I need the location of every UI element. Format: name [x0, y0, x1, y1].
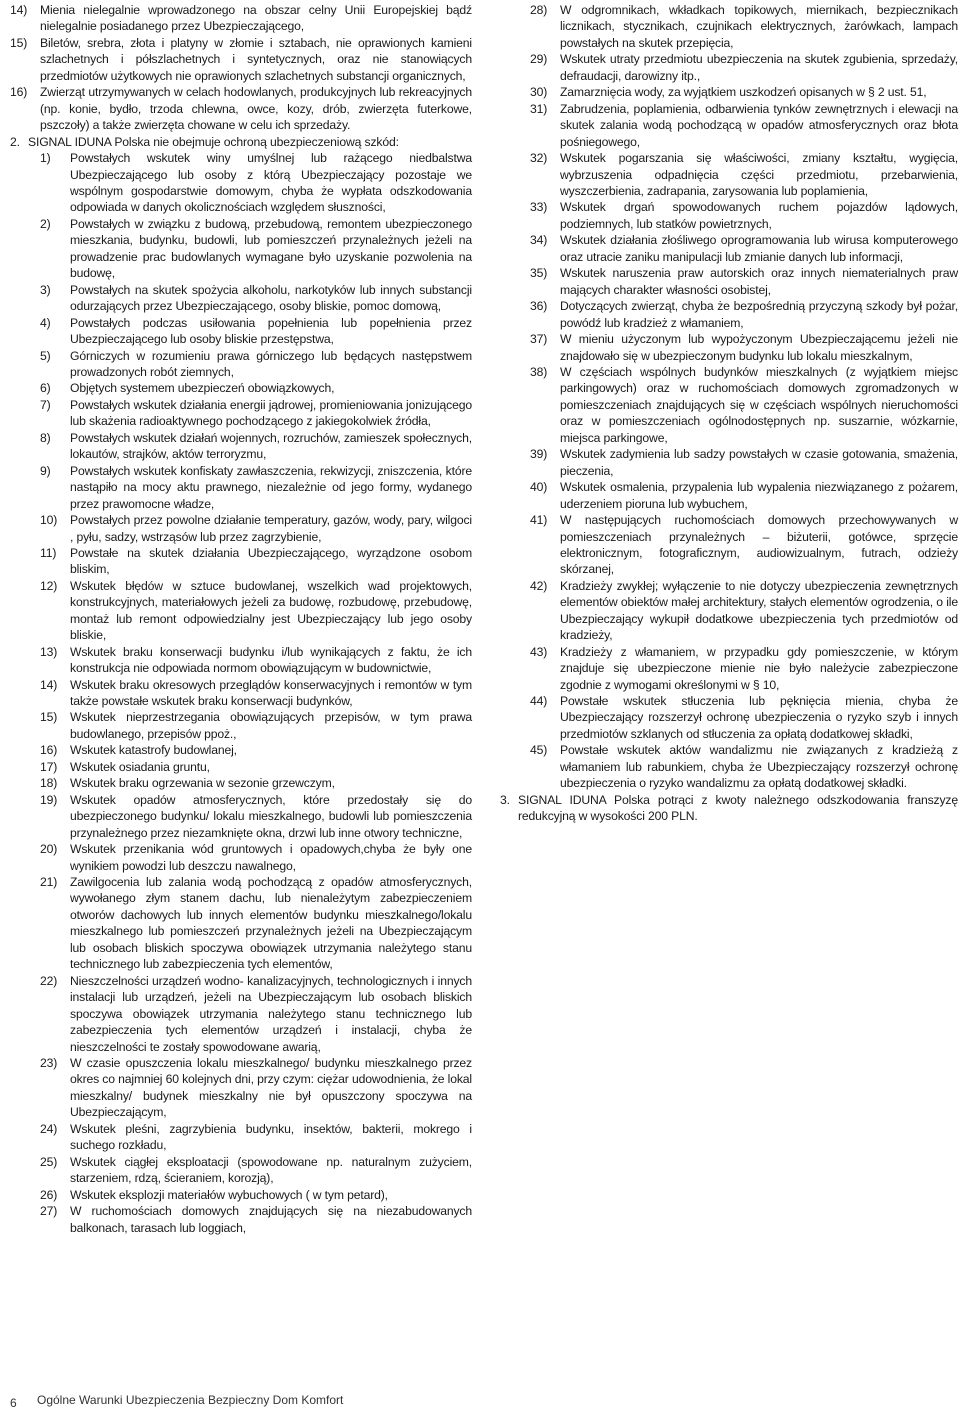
- list-item-text: Wskutek ciągłej eksploatacji (spowodowane np. naturalnym zużyciem, starzeniem, rdzą, ścieraniem, korozją),: [70, 1154, 472, 1186]
- list-item: [530, 298, 958, 331]
- list-item-text: Dotyczących zwierząt, chyba że bezpośrednią przyczyną szkody był pożar, powódź lub kradzież z włamaniem,: [560, 299, 958, 330]
- list-item-text: Wskutek utraty przedmiotu ubezpieczenia na skutek zgubienia, sprzedaży, defraudacji, darowizny itp.,: [560, 52, 958, 83]
- list-item-text: Wskutek błędów w sztuce budowlanej, wszelkich wad projektowych, konstrukcyjnych, materiałowych jeżeli za budowę, rozbudowę, przebudowę, montaż lub remont odpowiedzialny jest Ubezpieczający lub jego osoby bliskie,: [70, 578, 472, 643]
- list-item-text: Wskutek działania złośliwego oprogramowania lub wirusa komputerowego oraz utracie zaniku manipulacji lub zmianie danych lub informacji,: [560, 233, 958, 264]
- section-2-heading: [10, 134, 472, 150]
- list-item: [40, 1154, 472, 1187]
- list-item-text: W następujących ruchomościach domowych przechowywanych w pomieszczeniach przynależnych – biżuterii, gotówce, sprzęcie elektronicznym, fotograficznym, audiowizualnym, futrach, odzieży skórzanej,: [560, 513, 958, 577]
- list-item-number: 30): [530, 85, 548, 100]
- list-item-number: 31): [530, 101, 548, 116]
- list-item-number: 35): [530, 266, 548, 281]
- list-item: [40, 1121, 472, 1154]
- list-item-text: Powstałych na skutek spożycia alkoholu, narkotyków lub innych substancji odurzających przez Ubezpieczającego, osoby bliskie, pomoc domową,: [70, 282, 472, 314]
- list-item-number: 15): [40, 710, 58, 725]
- list-item-text: Powstałe wskutek aktów wandalizmu nie związanych z kradzieżą z włamaniem lub rabunkiem, chyba że Ubezpieczający rozszerzył ochronę ubezpieczenia o ryzyko wandalizmu za opłatą dodatkowej składki.: [560, 743, 958, 791]
- list-item: [530, 479, 958, 512]
- list-item-text: Zawilgocenia lub zalania wodą pochodzącą z opadów atmosferycznych, wywołanego złym stanem dachu, lub nienależytym zabezpieczeniem otworów dachowych lub innych elementów budynku mieszkalnego/lokalu mieszkalnego lub pomieszczeń przynależnych jeżeli na Ubezpieczającym lub osobach bliskich spoczywa obowiązek utrzymania należytego stanu technicznego lub zabezpieczenia tych elementów,: [70, 875, 472, 972]
- list-item-text: Wskutek nieprzestrzegania obowiązujących przepisów, w tym prawa budowlanego, przepisów ppoż.,: [70, 710, 472, 741]
- list-item: [40, 512, 472, 545]
- list-item-number: 6): [40, 381, 51, 396]
- list-item: [530, 150, 958, 199]
- list-item: [530, 199, 958, 232]
- list-item-text: Wskutek eksplozji materiałów wybuchowych ( w tym petard),: [70, 1187, 388, 1202]
- list-item: [40, 397, 472, 430]
- list-item-number: 12): [40, 578, 58, 593]
- list-item-text: Zwierząt utrzymywanych w celach hodowlanych, produkcyjnych lub rekreacyjnych (np. konie, bydło, trzoda chlewna, owce, kozy, drób, zwierzęta futerkowe, pszczoły) a także zwierzęta chowane w celu ich sprzedaży.: [40, 85, 472, 133]
- list-item: [40, 874, 472, 973]
- list-item-number: 40): [530, 480, 548, 495]
- list-item-number: 2): [40, 216, 51, 231]
- list-item: [40, 545, 472, 578]
- list-item-text: Nieszczelności urządzeń wodno- kanalizacyjnych, technologicznych i innych instalacji lub urządzeń, jeżeli na Ubezpieczającym lub osobach bliskich spoczywa obowiązek utrzymania należytego stanu technicznego lub zabezpieczenia tych elementów urządzeń i instalacji, chyba że nieszczelności te zostały spowodowane awarią,: [70, 973, 472, 1054]
- list-item-text: W mieniu użyczonym lub wypożyczonym Ubezpieczającemu jeżeli nie znajdowało się w ubezpieczonym budynku lub lokalu mieszkalnym,: [560, 332, 958, 363]
- list-item-number: 23): [40, 1056, 58, 1070]
- list-item-text: W odgromnikach, wkładkach topikowych, miernikach, bezpiecznikach licznikach, stycznikach, czujnikach elektrycznych, żarówkach, lampach powstałych na skutek przepięcia,: [560, 3, 958, 50]
- list-item: [530, 331, 958, 364]
- list-item-number: 34): [530, 233, 548, 248]
- list-item: [40, 973, 472, 1055]
- left-column: [10, 2, 472, 1236]
- list-item: [530, 446, 958, 479]
- list-item-text: Kradzieży zwykłej; wyłączenie to nie dotyczy ubezpieczenia zewnętrznych elementów obiektów małej architektury, stałych elementów ogrodzenia, o ile Ubezpieczający wykupił dodatkowe ubezpieczenia tych przedmiotów od kradzieży,: [560, 578, 958, 643]
- list-item: [40, 282, 472, 315]
- list-item-text: Powstałych wskutek działania energii jądrowej, promieniowania jonizującego lub skażenia radioaktywnego pochodzącego z jakiegokolwiek źródła,: [70, 397, 472, 429]
- section-3-text: SIGNAL IDUNA Polska potrąci z kwoty należnego odszkodowania franszyzę redukcyjną w wysokości 200 PLN.: [518, 792, 958, 824]
- list-item: [40, 578, 472, 644]
- list-item-text: Górniczych w rozumieniu prawa górniczego lub będących następstwem prowadzonych robót ziemnych,: [70, 348, 472, 379]
- list-item-number: 4): [40, 315, 51, 330]
- list-item-number: 36): [530, 299, 548, 314]
- list-item: [530, 693, 958, 742]
- list-item-number: 32): [530, 151, 548, 166]
- list-item-text: Zamarznięcia wody, za wyjątkiem uszkodzeń opisanych w § 2 ust. 51,: [560, 85, 927, 100]
- list-item: [530, 101, 958, 150]
- list-item-number: 3): [40, 282, 51, 297]
- list-item-number: 44): [530, 694, 548, 709]
- list-item-number: 27): [40, 1204, 58, 1219]
- list-item-text: Powstałych wskutek konfiskaty zawłaszczenia, rekwizycji, zniszczenia, które nastąpiło na mocy aktu prawnego, niezależnie od jego formy, wydanego przez prawomocne władze,: [70, 463, 472, 511]
- list-item: [40, 1203, 472, 1236]
- list-item-text: Wskutek naruszenia praw autorskich oraz innych niematerialnych praw mających charakter własności osobistej,: [560, 266, 958, 297]
- list-item-number: 11): [40, 545, 57, 560]
- list-item-text: W częściach wspólnych budynków mieszkalnych (z wyjątkiem miejsc parkingowych) oraz w ruchomościach domowych zgromadzonych w pomieszczeniach znajdujących się w częściach wspólnych nieruchomości oraz w pomieszczeniach ogólnodostępnych np. suszarnie, wózkarnie, miejsca parkingowe,: [560, 364, 958, 445]
- list-item-text: Powstałych w związku z budową, przebudową, remontem ubezpieczonego mieszkania, budynku, budowli, lub pomieszczeń przynależnych jeżeli na prowadzenie prac budowlanych wymagane było uzyskanie pozwolenia na budowę,: [70, 216, 472, 281]
- list-item-text: Powstałe wskutek stłuczenia lub pęknięcia mienia, chyba że Ubezpieczający rozszerzył ochronę ubezpieczenia o ryzyko szyb i innych przedmiotów szklanych od stłuczenia za opłatą dodatkowej składki,: [560, 694, 958, 741]
- footer-title: Ogólne Warunki Ubezpieczenia Bezpieczny Dom Komfort: [37, 1393, 344, 1407]
- list-item-number: 43): [530, 644, 548, 659]
- list-item-number: 16): [10, 85, 28, 100]
- list-item: [10, 84, 472, 133]
- list-item-number: 29): [530, 52, 548, 67]
- list-item-number: 10): [40, 513, 58, 528]
- list-item-text: Powstałych wskutek działań wojennych, rozruchów, zamieszek społecznych, lokautów, strajków, aktów terroryzmu,: [70, 430, 472, 462]
- list-item-text: Powstałych wskutek winy umyślnej lub rażącego niedbalstwa Ubezpieczającego lub osoby z którą Ubezpieczający pozostaje we wspólnym gospodarstwie domowym, chyba że wypłata odszkodowania odpowiada w danych okolicznościach względem słuszności,: [70, 151, 472, 215]
- list-item: [10, 2, 472, 35]
- list-item: [10, 35, 472, 84]
- list-item-text: Objętych systemem ubezpieczeń obowiązkowych,: [70, 381, 335, 396]
- list-item: [530, 51, 958, 84]
- list-item-text: Wskutek zadymienia lub sadzy powstałych w czasie gotowania, smażenia, pieczenia,: [560, 447, 958, 478]
- list-item-number: 9): [40, 463, 51, 478]
- list-item-text: Wskutek przenikania wód gruntowych i opadowych,chyba że były one wynikiem powodzi lub deszczu nawalnego,: [70, 842, 472, 873]
- list-item-number: 42): [530, 578, 548, 593]
- list-item-number: 18): [40, 776, 58, 791]
- list-item-number: 37): [530, 332, 548, 347]
- list-item-number: 13): [40, 644, 58, 659]
- list-item-text: Powstałych podczas usiłowania popełnienia lub popełnienia przez Ubezpieczającego lub osoby bliskie przestępstwa,: [70, 315, 472, 347]
- list-item: [40, 216, 472, 282]
- section-3-paragraph: [500, 792, 958, 825]
- list-item-text: Powstałych przez powolne działanie temperatury, gazów, wody, pary, wilgoci , pyłu, sadzy, wstrząsów lub przez zagrzybienie,: [70, 513, 472, 544]
- page-number: 6: [10, 1396, 17, 1410]
- list-item-number: 8): [40, 430, 51, 445]
- list-item: [530, 742, 958, 791]
- list-item-number: 25): [40, 1154, 58, 1169]
- list-item: [530, 2, 958, 51]
- section-3-number: 3.: [500, 792, 510, 807]
- list-item-text: Wskutek opadów atmosferycznych, które przedostały się do ubezpieczonego budynku/ lokalu mieszkalnego, budowli lub pomieszczenia przynależnego przez niezamknięte okna, drzwi lub inne otwory techniczne,: [70, 792, 472, 840]
- list-item-text: Wskutek braku ogrzewania w sezonie grzewczym,: [70, 776, 335, 791]
- list-item: [40, 709, 472, 742]
- list-item: [530, 578, 958, 644]
- list-item-text: Wskutek pleśni, zagrzybienia budynku, insektów, bakterii, mokrego i suchego rozkładu,: [70, 1121, 472, 1153]
- list-item: [40, 775, 472, 791]
- list-item-text: Mienia nielegalnie wprowadzonego na obszar celny Unii Europejskiej bądź nielegalnie posiadanego przez Ubezpieczającego,: [40, 3, 472, 34]
- section-2-intro: SIGNAL IDUNA Polska nie obejmuje ochroną ubezpieczeniową szkód:: [28, 134, 399, 149]
- list-item: [40, 463, 472, 512]
- list-item: [530, 265, 958, 298]
- list-item-number: 7): [40, 397, 51, 412]
- list-item: [40, 677, 472, 710]
- list-item-text: Kradzieży z włamaniem, w przypadku gdy pomieszczenie, w którym znajduje się ubezpieczone mienie nie było należycie zabezpieczone zgodnie z wymogami określonymi w § 10,: [560, 644, 958, 692]
- list-item: [40, 759, 472, 775]
- list-item-number: 24): [40, 1121, 58, 1136]
- list-item: [40, 380, 472, 396]
- list-item-number: 26): [40, 1187, 58, 1202]
- list-item: [530, 644, 958, 693]
- list-item-number: 21): [40, 875, 58, 890]
- left-pre-list: [10, 2, 472, 134]
- list-item-number: 19): [40, 792, 58, 807]
- list-item: [40, 315, 472, 348]
- list-item-number: 16): [40, 743, 58, 758]
- list-item-number: 20): [40, 842, 58, 857]
- list-item-number: 33): [530, 200, 548, 215]
- list-item: [40, 430, 472, 463]
- list-item-text: Wskutek braku okresowych przeglądów konserwacyjnych i remontów w tym także powstałe wskutek braku konserwacji budynków,: [70, 677, 472, 709]
- list-item-number: 17): [40, 759, 58, 774]
- list-item-number: 15): [10, 35, 28, 50]
- list-item: [40, 841, 472, 874]
- right-column: [500, 2, 958, 825]
- list-item-text: Wskutek drgań spowodowanych ruchem pojazdów lądowych, podziemnych, lub statków powietrznych,: [560, 200, 958, 231]
- list-item: [40, 1187, 472, 1203]
- list-item-text: Wskutek pogarszania się właściwości, zmiany kształtu, wygięcia, wybrzuszenia odpadnięcia części przedmiotu, przebarwienia, wyszczerbienia, zadrapania, zarysowania lub poplamienia,: [560, 151, 958, 198]
- list-item-number: 39): [530, 447, 548, 462]
- list-item-text: Wskutek osmalenia, przypalenia lub wypalenia niezwiązanego z pożarem, uderzeniem pioruna lub wybuchem,: [560, 480, 958, 511]
- list-item-text: W ruchomościach domowych znajdujących się na niezabudowanych balkonach, tarasach lub loggiach,: [70, 1204, 472, 1235]
- list-item: [530, 232, 958, 265]
- list-item-number: 38): [530, 364, 548, 379]
- list-item: [40, 1055, 472, 1121]
- list-item-text: W czasie opuszczenia lokalu mieszkalnego/ budynku mieszkalnego przez okres co najmniej 60 kolejnych dni, przy czym: ciężar udowodnienia, że lokal mieszkalny/ budynek mieszkalny nie był opuszczony spoczywa na Ubezpieczającym,: [70, 1056, 472, 1120]
- list-item-text: Powstałe na skutek działania Ubezpieczającego, wyrządzone osobom bliskim,: [70, 545, 472, 577]
- list-item-text: Wskutek braku konserwacji budynku i/lub wynikających z faktu, że ich konstrukcja nie odpowiada normom obowiązującym w budownictwie,: [70, 644, 472, 676]
- list-item: [530, 512, 958, 578]
- list-item: [40, 742, 472, 758]
- list-item-text: Biletów, srebra, złota i platyny w złomie i sztabach, nie oprawionych kamieni szlachetnych i półszlachetnych i syntetycznych, oraz nie stanowiących przedmiotów użytkowych nie oprawionych szlachetnych substancji organicznych,: [40, 35, 472, 83]
- list-item: [40, 150, 472, 216]
- list-item-number: 28): [530, 3, 548, 17]
- section-2-left-list: [10, 150, 472, 1236]
- list-item: [40, 644, 472, 677]
- list-item-number: 41): [530, 513, 548, 528]
- list-item: [40, 348, 472, 381]
- section-2-number: 2.: [10, 134, 20, 149]
- list-item: [40, 792, 472, 841]
- list-item-text: Wskutek katastrofy budowlanej,: [70, 743, 237, 758]
- section-2-right-list: [500, 2, 958, 792]
- list-item-number: 14): [40, 677, 58, 692]
- list-item-number: 22): [40, 973, 58, 988]
- list-item-number: 5): [40, 348, 51, 363]
- list-item: [530, 364, 958, 446]
- list-item-number: 1): [40, 151, 51, 166]
- list-item-text: Wskutek osiadania gruntu,: [70, 759, 210, 774]
- list-item-number: 45): [530, 743, 548, 758]
- list-item: [530, 84, 958, 100]
- list-item-number: 14): [10, 3, 28, 17]
- list-item-text: Zabrudzenia, poplamienia, odbarwienia tynków zewnętrznych i elewacji na skutek zalania wodą pochodzącą w opadów atmosferycznych oraz błota pośniegowego,: [560, 101, 958, 149]
